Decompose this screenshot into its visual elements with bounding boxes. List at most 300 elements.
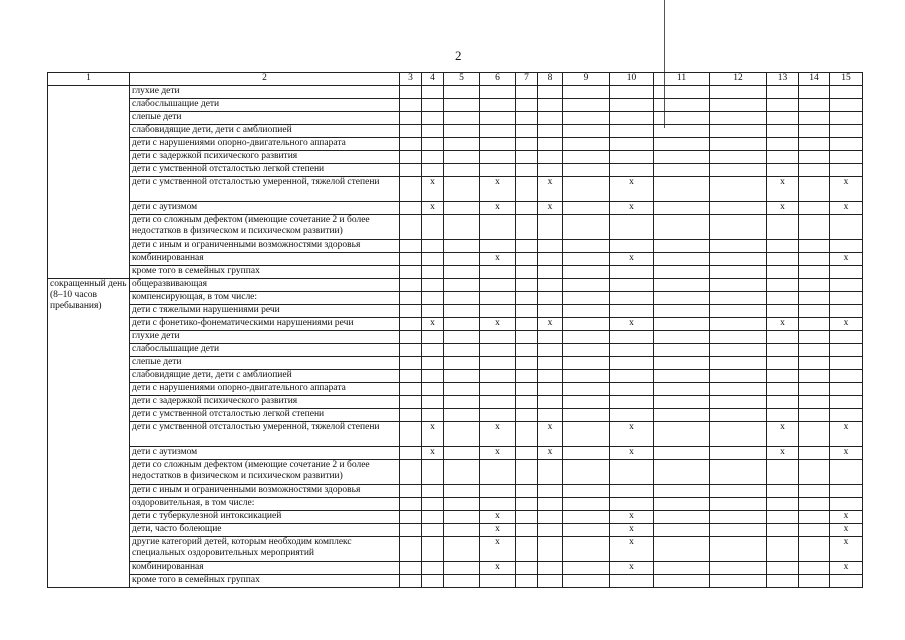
empty-cell (563, 537, 610, 562)
column-header: 8 (538, 73, 563, 86)
empty-cell (422, 266, 444, 279)
empty-cell (710, 279, 767, 292)
empty-cell (710, 138, 767, 151)
empty-cell (654, 86, 710, 99)
empty-cell (444, 112, 480, 125)
x-mark-cell: х (480, 562, 516, 575)
empty-cell (444, 240, 480, 253)
empty-cell (480, 279, 516, 292)
empty-cell (830, 138, 863, 151)
empty-cell (400, 86, 422, 99)
empty-cell (563, 305, 610, 318)
empty-cell (799, 498, 830, 511)
empty-cell (710, 524, 767, 537)
x-mark-cell: х (610, 537, 654, 562)
empty-cell (480, 240, 516, 253)
empty-cell (480, 164, 516, 177)
empty-cell (830, 292, 863, 305)
empty-cell (538, 409, 563, 422)
x-mark-cell: х (480, 537, 516, 562)
empty-cell (654, 177, 710, 202)
empty-cell (767, 305, 799, 318)
empty-cell (799, 177, 830, 202)
empty-cell (422, 537, 444, 562)
empty-cell (422, 383, 444, 396)
row-label: компенсирующая, в том числе: (130, 292, 400, 305)
x-mark-cell: х (538, 177, 563, 202)
empty-cell (400, 253, 422, 266)
empty-cell (830, 370, 863, 383)
row-label: дети с иным и ограниченными возможностями здоровья (130, 485, 400, 498)
empty-cell (654, 383, 710, 396)
empty-cell (444, 575, 480, 588)
empty-cell (444, 99, 480, 112)
empty-cell (710, 125, 767, 138)
empty-cell (516, 112, 538, 125)
empty-cell (538, 537, 563, 562)
empty-cell (400, 240, 422, 253)
empty-cell (563, 164, 610, 177)
empty-cell (516, 498, 538, 511)
empty-cell (480, 151, 516, 164)
empty-cell (710, 177, 767, 202)
empty-cell (422, 164, 444, 177)
empty-cell (516, 292, 538, 305)
empty-cell (516, 575, 538, 588)
table-row (48, 524, 863, 537)
empty-cell (400, 537, 422, 562)
empty-cell (654, 279, 710, 292)
empty-cell (480, 396, 516, 409)
row-label: общеразвивающая (130, 279, 400, 292)
empty-cell (538, 240, 563, 253)
empty-cell (563, 409, 610, 422)
empty-cell (422, 305, 444, 318)
empty-cell (799, 396, 830, 409)
empty-cell (422, 279, 444, 292)
row-label: комбинированная (130, 253, 400, 266)
empty-cell (444, 138, 480, 151)
empty-cell (767, 357, 799, 370)
empty-cell (799, 125, 830, 138)
empty-cell (400, 202, 422, 215)
empty-cell (516, 305, 538, 318)
empty-cell (422, 292, 444, 305)
empty-cell (538, 253, 563, 266)
empty-cell (563, 370, 610, 383)
row-label: комбинированная (130, 562, 400, 575)
table-row (48, 447, 863, 460)
empty-cell (799, 292, 830, 305)
empty-cell (516, 422, 538, 447)
empty-cell (400, 125, 422, 138)
empty-cell (830, 99, 863, 112)
x-mark-cell: х (610, 524, 654, 537)
empty-cell (480, 138, 516, 151)
empty-cell (654, 164, 710, 177)
empty-cell (444, 409, 480, 422)
empty-cell (444, 266, 480, 279)
table-row (48, 177, 863, 202)
empty-cell (830, 460, 863, 485)
empty-cell (767, 460, 799, 485)
empty-cell (563, 125, 610, 138)
table-row (48, 396, 863, 409)
empty-cell (444, 292, 480, 305)
empty-cell (799, 511, 830, 524)
empty-cell (610, 575, 654, 588)
empty-cell (610, 112, 654, 125)
empty-cell (422, 138, 444, 151)
empty-cell (400, 524, 422, 537)
row-label: дети с умственной отсталостью умеренной, тяжелой степени (130, 177, 400, 202)
x-mark-cell: х (610, 318, 654, 331)
empty-cell (400, 383, 422, 396)
empty-cell (799, 305, 830, 318)
empty-cell (610, 240, 654, 253)
empty-cell (799, 383, 830, 396)
empty-cell (654, 112, 710, 125)
empty-cell (480, 409, 516, 422)
row-label: дети со сложным дефектом (имеющие сочетание 2 и более недостатков в физическом и психическом развитии) (130, 460, 400, 485)
empty-cell (444, 370, 480, 383)
empty-cell (654, 422, 710, 447)
empty-cell (610, 125, 654, 138)
empty-cell (516, 485, 538, 498)
empty-cell (516, 318, 538, 331)
empty-cell (563, 138, 610, 151)
x-mark-cell: х (538, 447, 563, 460)
empty-cell (538, 383, 563, 396)
empty-cell (610, 357, 654, 370)
empty-cell (710, 370, 767, 383)
empty-cell (516, 396, 538, 409)
empty-cell (422, 370, 444, 383)
empty-cell (444, 460, 480, 485)
table-row (48, 266, 863, 279)
empty-cell (654, 575, 710, 588)
empty-cell (710, 240, 767, 253)
x-mark-cell: х (422, 422, 444, 447)
row-label: глухие дети (130, 86, 400, 99)
table-row (48, 370, 863, 383)
empty-cell (830, 409, 863, 422)
empty-cell (400, 266, 422, 279)
row-label: дети, часто болеющие (130, 524, 400, 537)
empty-cell (654, 498, 710, 511)
table-row (48, 331, 863, 344)
empty-cell (563, 562, 610, 575)
empty-cell (480, 86, 516, 99)
empty-cell (799, 164, 830, 177)
column-header: 9 (563, 73, 610, 86)
empty-cell (710, 266, 767, 279)
empty-cell (654, 125, 710, 138)
empty-cell (799, 370, 830, 383)
empty-cell (710, 318, 767, 331)
empty-cell (563, 511, 610, 524)
empty-cell (444, 498, 480, 511)
empty-cell (538, 524, 563, 537)
empty-cell (516, 447, 538, 460)
row-label: дети с умственной отсталостью легкой степени (130, 409, 400, 422)
empty-cell (830, 357, 863, 370)
empty-cell (400, 460, 422, 485)
row-label: слепые дети (130, 357, 400, 370)
table-row (48, 253, 863, 266)
empty-cell (799, 447, 830, 460)
empty-cell (444, 524, 480, 537)
empty-cell (654, 511, 710, 524)
empty-cell (799, 279, 830, 292)
empty-cell (710, 383, 767, 396)
empty-cell (767, 344, 799, 357)
empty-cell (538, 215, 563, 240)
empty-cell (830, 112, 863, 125)
empty-cell (480, 305, 516, 318)
empty-cell (710, 562, 767, 575)
x-mark-cell: х (830, 511, 863, 524)
empty-cell (563, 396, 610, 409)
empty-cell (400, 409, 422, 422)
row-label: кроме того в семейных группах (130, 266, 400, 279)
empty-cell (799, 86, 830, 99)
empty-cell (516, 344, 538, 357)
empty-cell (563, 99, 610, 112)
empty-cell (610, 331, 654, 344)
row-label: глухие дети (130, 331, 400, 344)
empty-cell (422, 86, 444, 99)
empty-cell (538, 331, 563, 344)
empty-cell (610, 138, 654, 151)
empty-cell (563, 318, 610, 331)
empty-cell (710, 422, 767, 447)
empty-cell (654, 537, 710, 562)
empty-cell (538, 485, 563, 498)
empty-cell (516, 151, 538, 164)
empty-cell (767, 370, 799, 383)
empty-cell (710, 409, 767, 422)
x-mark-cell: х (830, 253, 863, 266)
empty-cell (516, 537, 538, 562)
empty-cell (516, 99, 538, 112)
empty-cell (538, 511, 563, 524)
empty-cell (444, 537, 480, 562)
empty-cell (480, 331, 516, 344)
empty-cell (538, 266, 563, 279)
empty-cell (710, 151, 767, 164)
empty-cell (480, 357, 516, 370)
empty-cell (400, 215, 422, 240)
row-label: кроме того в семейных группах (130, 575, 400, 588)
empty-cell (400, 164, 422, 177)
column-header: 3 (400, 73, 422, 86)
empty-cell (400, 331, 422, 344)
x-mark-cell: х (610, 511, 654, 524)
x-mark-cell: х (830, 562, 863, 575)
empty-cell (610, 164, 654, 177)
x-mark-cell: х (538, 422, 563, 447)
empty-cell (422, 562, 444, 575)
empty-cell (610, 292, 654, 305)
empty-cell (710, 99, 767, 112)
empty-cell (516, 253, 538, 266)
empty-cell (767, 99, 799, 112)
empty-cell (516, 266, 538, 279)
row-label: дети с фонетико-фонематическими нарушениями речи (130, 318, 400, 331)
empty-cell (444, 485, 480, 498)
empty-cell (767, 524, 799, 537)
empty-cell (710, 164, 767, 177)
empty-cell (799, 331, 830, 344)
empty-cell (444, 151, 480, 164)
row-label: слабовидящие дети, дети с амблиопией (130, 125, 400, 138)
row-label: дети с иным и ограниченными возможностями здоровья (130, 240, 400, 253)
empty-cell (767, 485, 799, 498)
empty-cell (799, 357, 830, 370)
column-header: 15 (830, 73, 863, 86)
empty-cell (610, 498, 654, 511)
empty-cell (767, 253, 799, 266)
empty-cell (654, 292, 710, 305)
empty-cell (516, 215, 538, 240)
empty-cell (710, 575, 767, 588)
x-mark-cell: х (480, 177, 516, 202)
empty-cell (654, 562, 710, 575)
table-row (48, 409, 863, 422)
column-header: 5 (444, 73, 480, 86)
table-row (48, 202, 863, 215)
empty-cell (654, 99, 710, 112)
empty-cell (799, 485, 830, 498)
table-row (48, 537, 863, 562)
empty-cell (480, 383, 516, 396)
table-row (48, 240, 863, 253)
empty-cell (799, 575, 830, 588)
empty-cell (538, 86, 563, 99)
empty-cell (400, 498, 422, 511)
empty-cell (422, 331, 444, 344)
empty-cell (480, 125, 516, 138)
empty-cell (444, 344, 480, 357)
empty-cell (830, 279, 863, 292)
empty-cell (563, 177, 610, 202)
empty-cell (538, 305, 563, 318)
x-mark-cell: х (422, 202, 444, 215)
empty-cell (538, 396, 563, 409)
x-mark-cell: х (480, 202, 516, 215)
row-label: оздоровительная, в том числе: (130, 498, 400, 511)
empty-cell (480, 575, 516, 588)
empty-cell (538, 460, 563, 485)
empty-cell (830, 125, 863, 138)
x-mark-cell: х (830, 318, 863, 331)
row-label: слабослышащие дети (130, 99, 400, 112)
empty-cell (767, 240, 799, 253)
empty-cell (538, 292, 563, 305)
row-label: дети с нарушениями опорно-двигательного аппарата (130, 383, 400, 396)
empty-cell (444, 422, 480, 447)
empty-cell (400, 422, 422, 447)
empty-cell (516, 125, 538, 138)
empty-cell (610, 485, 654, 498)
empty-cell (799, 562, 830, 575)
empty-cell (563, 357, 610, 370)
table-row (48, 575, 863, 588)
empty-cell (799, 202, 830, 215)
empty-cell (799, 422, 830, 447)
empty-cell (654, 151, 710, 164)
empty-cell (480, 485, 516, 498)
empty-cell (516, 86, 538, 99)
empty-cell (710, 357, 767, 370)
table-row (48, 305, 863, 318)
empty-cell (767, 537, 799, 562)
empty-cell (799, 99, 830, 112)
empty-cell (516, 202, 538, 215)
empty-cell (654, 485, 710, 498)
empty-cell (767, 112, 799, 125)
empty-cell (830, 164, 863, 177)
empty-cell (400, 344, 422, 357)
empty-cell (444, 562, 480, 575)
empty-cell (767, 151, 799, 164)
empty-cell (710, 396, 767, 409)
empty-cell (563, 344, 610, 357)
empty-cell (422, 575, 444, 588)
empty-cell (799, 266, 830, 279)
x-mark-cell: х (480, 422, 516, 447)
empty-cell (444, 318, 480, 331)
row-label: дети с нарушениями опорно-двигательного аппарата (130, 138, 400, 151)
x-mark-cell: х (610, 202, 654, 215)
row-label: дети с аутизмом (130, 202, 400, 215)
empty-cell (767, 409, 799, 422)
empty-cell (830, 240, 863, 253)
empty-cell (767, 331, 799, 344)
empty-cell (767, 498, 799, 511)
empty-cell (654, 331, 710, 344)
empty-cell (610, 383, 654, 396)
row-label: дети с умственной отсталостью умеренной, тяжелой степени (130, 422, 400, 447)
table-row (48, 357, 863, 370)
empty-cell (422, 498, 444, 511)
row-label: слабовидящие дети, дети с амблиопией (130, 370, 400, 383)
empty-cell (830, 86, 863, 99)
x-mark-cell: х (610, 562, 654, 575)
row-label: дети с задержкой психического развития (130, 396, 400, 409)
x-mark-cell: х (480, 447, 516, 460)
row-label: слепые дети (130, 112, 400, 125)
empty-cell (654, 215, 710, 240)
empty-cell (422, 524, 444, 537)
empty-cell (767, 215, 799, 240)
empty-cell (422, 112, 444, 125)
empty-cell (799, 138, 830, 151)
empty-cell (710, 202, 767, 215)
empty-cell (710, 460, 767, 485)
empty-cell (480, 99, 516, 112)
empty-cell (654, 396, 710, 409)
empty-cell (400, 318, 422, 331)
empty-cell (400, 575, 422, 588)
empty-cell (563, 460, 610, 485)
x-mark-cell: х (422, 177, 444, 202)
empty-cell (710, 447, 767, 460)
empty-cell (710, 485, 767, 498)
x-mark-cell: х (538, 318, 563, 331)
empty-cell (444, 86, 480, 99)
